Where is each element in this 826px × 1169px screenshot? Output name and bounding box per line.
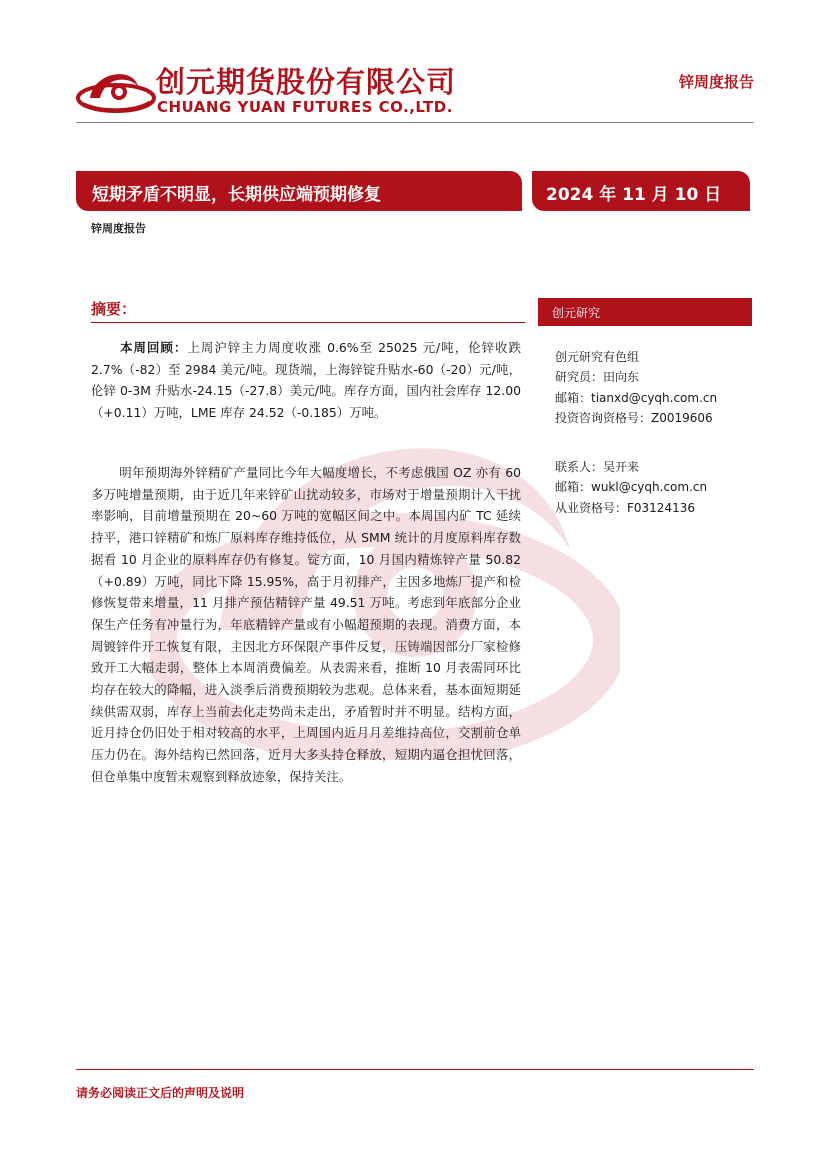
header-report-type: 锌周度报告	[678, 73, 754, 91]
date-banner	[532, 171, 750, 211]
contact-name: 联系人：吴开来	[555, 460, 640, 474]
research-group: 创元研究有色组	[555, 350, 640, 364]
weekly-review-paragraph	[91, 337, 521, 424]
report-title: 短期矛盾不明显，长期供应端预期修复	[92, 185, 381, 205]
footer-divider	[76, 1069, 754, 1070]
contact-license: 从业资格号：F03124136	[555, 500, 695, 515]
sidebar-heading-label: 创元研究	[552, 306, 601, 320]
analyst-info	[555, 347, 717, 429]
weekly-review-text: 上周沪锌主力周度收涨 0.6%至 25025 元/吨，伦锌收跌 2.7%（-82）至 2984 美元/吨。现货端，上海锌锭升贴水-60（-20）元/吨，伦锌 0-3M 升贴水-24.15（-27.8）美元/吨。库存方面，国内社会库存 12.00（+0.11）万吨，LME 库存 24.52（-0.185）万吨。	[91, 340, 522, 421]
report-date: 2024 年 11 月 10 日	[546, 185, 722, 205]
contact-info	[555, 457, 707, 518]
report-subtype: 锌周度报告	[91, 222, 146, 235]
weekly-review-label: 本周回顾：	[119, 340, 188, 355]
analysis-paragraph	[91, 462, 521, 788]
analysis-text: 明年预期海外锌精矿产量同比今年大幅度增长，不考虑俄国 OZ 亦有 60 多万吨增量预期，由于近几年来锌矿山扰动较多，市场对于增量预期计入干扰率影响，目前增量预期在 20~60 万吨的宽幅区间之中。本周国内矿 TC 延续持平，港口锌精矿和炼厂原料库存维持低位，从 SMM 统计的月度原料库存数据看 10 月企业的原料库存仍有修复。锭方面，10 月国内精炼锌产量 50.82（+0.89）万吨，同比下降 15.95%，高于月初排产，主因多地炼厂提产和检修恢复带来增量，11 月排产预估精锌产量 49.51 万吨。考虑到年底部分企业保生产任务有冲量行为，年底精锌产量或有小幅超预期的表现。消费方面，本周镀锌件开工恢复有限，主因北方环保限产事件反复，压铸端因部分厂家检修致开工大幅走弱，整体上本周消费偏差。从表需来看，推断 10 月表需同环比均存在较大的降幅，进入淡季后消费预期较为悲观。总体来看，基本面短期延续供需双弱，库存上当前去化走势尚未走出，矛盾暂时并不明显。结构方面，近月持仓仍旧处于相对较高的水平，上周国内近月月差维持高位，交割前仓单压力仍在。海外结构已然回落，近月大多头持仓释放，短期内逼仓担忧回落，但仓单集中度暂未观察到释放迹象，保持关注。	[91, 465, 521, 784]
title-banner	[76, 171, 522, 211]
company-name-cn: 创元期货股份有限公司	[156, 65, 457, 99]
company-logo-icon	[76, 62, 156, 114]
researcher-name: 研究员：田向东	[555, 370, 640, 385]
researcher-license: 投资咨询资格号：Z0019606	[555, 411, 713, 426]
company-name-en: CHUANG YUAN FUTURES CO.,LTD.	[157, 98, 453, 116]
header-divider	[76, 122, 754, 123]
sidebar-heading	[538, 298, 752, 326]
footer-disclaimer: 请务必阅读正文后的声明及说明	[76, 1086, 245, 1100]
abstract-divider	[91, 322, 525, 323]
contact-email: 邮箱：wukl@cyqh.com.cn	[555, 480, 708, 495]
researcher-email: 邮箱：tianxd@cyqh.com.cn	[555, 390, 718, 405]
abstract-heading: 摘要：	[91, 300, 137, 318]
